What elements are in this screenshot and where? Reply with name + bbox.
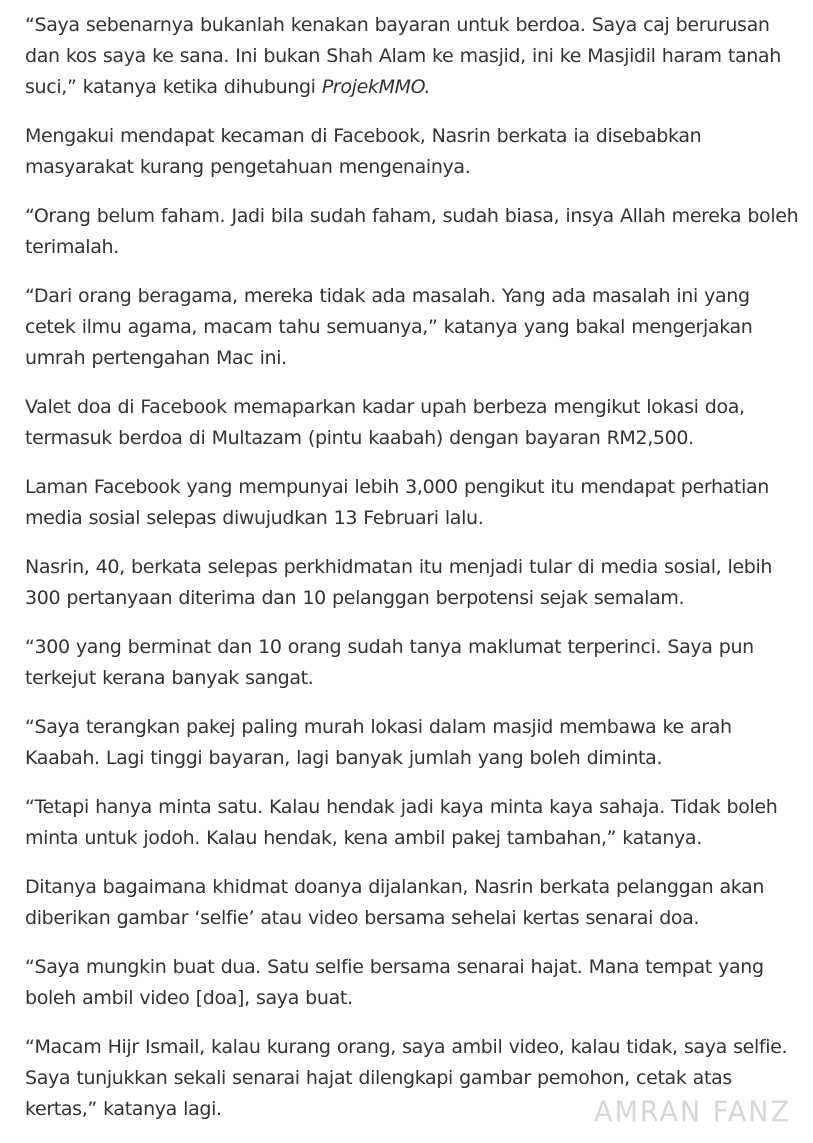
watermark: AMRAN FANZ [594, 1096, 791, 1129]
paragraph-4: “Dari orang beragama, mereka tidak ada masalah. Yang ada masalah ini yang cetek ilmu agama, macam tahu semuanya,” katanya yang bakal mengerjakan umrah pertengahan Mac ini. [25, 285, 753, 369]
paragraph-10: “Tetapi hanya minta satu. Kalau hendak jadi kaya minta kaya sahaja. Tidak boleh minta untuk jodoh. Kalau hendak, kena ambil pakej tambahan,” katanya. [25, 796, 778, 849]
paragraph-5: Valet doa di Facebook memaparkan kadar upah berbeza mengikut lokasi doa, termasuk berdoa di Multazam (pintu kaabah) dengan bayaran RM2,500. [25, 396, 745, 449]
paragraph-1-text: “Saya sebenarnya bukanlah kenakan bayaran untuk berdoa. Saya caj berurusan dan kos saya ke sana. Ini bukan Shah Alam ke masjid, ini ke Masjidil haram tanah suci,” katanya ketika dihubungi [25, 14, 781, 98]
paragraph-13: “Macam Hijr Ismail, kalau kurang orang, saya ambil video, kalau tidak, saya selfie. Saya tunjukkan sekali senarai hajat dilengkapi gambar pemohon, cetak atas kertas,” katanya lagi. [25, 1036, 788, 1120]
paragraph-3: “Orang belum faham. Jadi bila sudah faham, sudah biasa, insya Allah mereka boleh terimalah. [25, 205, 799, 258]
paragraph-12: “Saya mungkin buat dua. Satu selfie bersama senarai hajat. Mana tempat yang boleh ambil video [doa], saya buat. [25, 956, 764, 1009]
paragraph-2: Mengakui mendapat kecaman di Facebook, Nasrin berkata ia disebabkan masyarakat kurang pengetahuan mengenainya. [25, 125, 702, 178]
paragraph-9: “Saya terangkan pakej paling murah lokasi dalam masjid membawa ke arah Kaabah. Lagi tinggi bayaran, lagi banyak jumlah yang boleh diminta. [25, 716, 732, 769]
source-name: ProjekMMO. [321, 76, 431, 98]
article-body [25, 10, 800, 1143]
paragraph-11: Ditanya bagaimana khidmat doanya dijalankan, Nasrin berkata pelanggan akan diberikan gambar ‘selfie’ atau video bersama sehelai kertas senarai doa. [25, 876, 765, 929]
paragraph-1 [25, 10, 800, 103]
paragraph-6: Laman Facebook yang mempunyai lebih 3,000 pengikut itu mendapat perhatian media sosial selepas diwujudkan 13 Februari lalu. [25, 476, 769, 529]
paragraph-8: “300 yang berminat dan 10 orang sudah tanya maklumat terperinci. Saya pun terkejut kerana banyak sangat. [25, 636, 754, 689]
paragraph-7: Nasrin, 40, berkata selepas perkhidmatan itu menjadi tular di media sosial, lebih 300 pertanyaan diterima dan 10 pelanggan berpotensi sejak semalam. [25, 556, 773, 609]
